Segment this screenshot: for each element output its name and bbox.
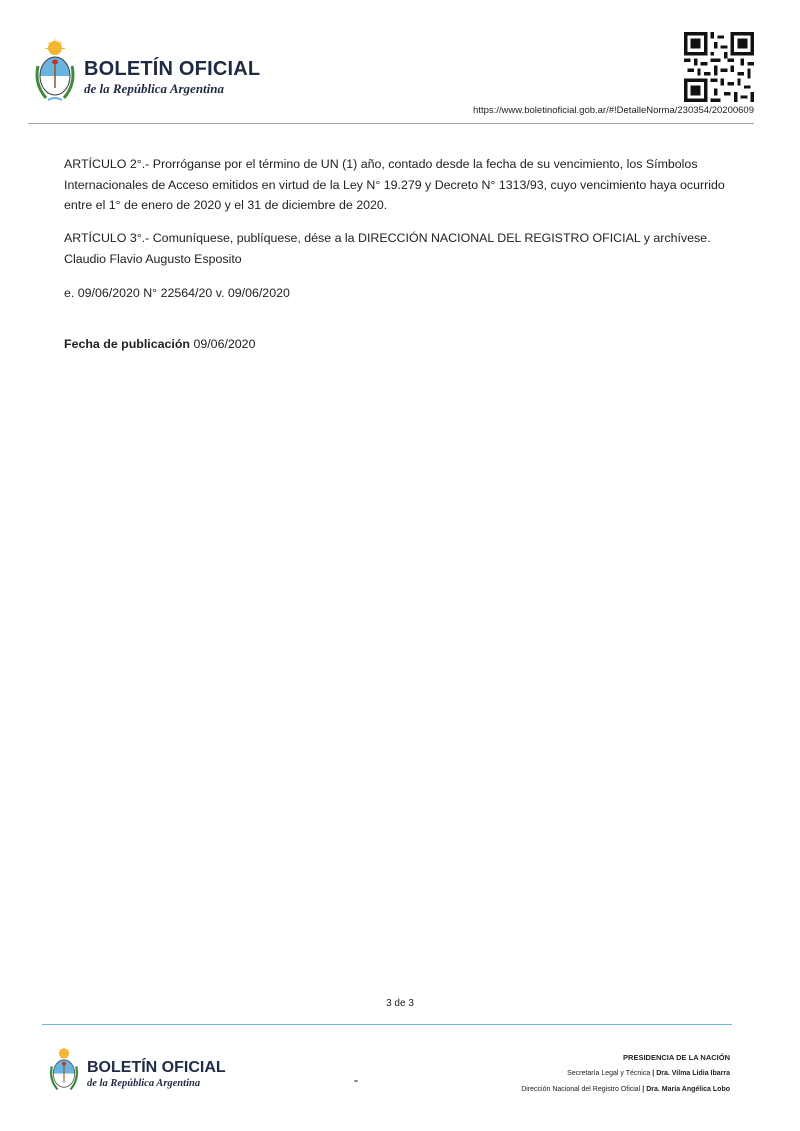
footer-secretariat-head: Dra. Vilma Lidia Ibarra [656, 1070, 730, 1077]
qr-code-icon [684, 32, 754, 102]
publication-date-line [64, 334, 734, 355]
footer-title: BOLETÍN OFICIAL [87, 1059, 226, 1076]
publication-date-value: 09/06/2020 [193, 337, 256, 351]
footer-secretariat: Secretaría Legal y Técnica [567, 1070, 651, 1077]
footer-divider [42, 1024, 732, 1025]
header-divider [28, 123, 754, 124]
footer-directorate: Dirección Nacional del Registro Oficial [521, 1086, 641, 1093]
publication-date-label: Fecha de publicación [64, 337, 190, 351]
coat-of-arms-icon [30, 36, 80, 106]
article-2: ARTÍCULO 2°.- Prorróganse por el término de UN (1) año, contado desde la fecha de su vencimiento, los Símbolos Internacionales de Acceso emitidos en virtud de la Ley N° 19.279 y Decreto N° 1313/93, cuyo vencimiento haya ocurrido entre el 1° de enero de 2020 y el 31 de diciembre de 2020. [64, 157, 725, 212]
scan-artifact [354, 1080, 358, 1082]
header-subtitle: de la República Argentina [84, 81, 224, 96]
article-3: ARTÍCULO 3°.- Comuníquese, publíquese, dése a la DIRECCIÓN NACIONAL DEL REGISTRO OFICIAL y archívese. Claudio Flavio Augusto Esposito [64, 231, 711, 266]
header-title: BOLETÍN OFICIAL [84, 58, 261, 80]
coat-of-arms-icon [46, 1044, 82, 1096]
footer-directorate-head: Dra. María Angélica Lobo [646, 1086, 730, 1093]
footer-organization: PRESIDENCIA DE LA NACIÓN [623, 1053, 730, 1062]
footer-credit-line-2: Dirección Nacional del Registro Oficial | Dra. María Angélica Lobo [521, 1086, 730, 1093]
document-url[interactable]: https://www.boletinoficial.gob.ar/#!DetalleNorma/230354/20200609 [473, 105, 754, 116]
footer-credit-line-1: Secretaría Legal y Técnica | Dra. Vilma Lidia Ibarra [567, 1070, 730, 1077]
page-number: 3 de 3 [386, 998, 414, 1009]
footer-subtitle: de la República Argentina [87, 1078, 201, 1089]
footer-credits [521, 1050, 730, 1098]
publication-reference: e. 09/06/2020 N° 22564/20 v. 09/06/2020 [64, 286, 290, 300]
